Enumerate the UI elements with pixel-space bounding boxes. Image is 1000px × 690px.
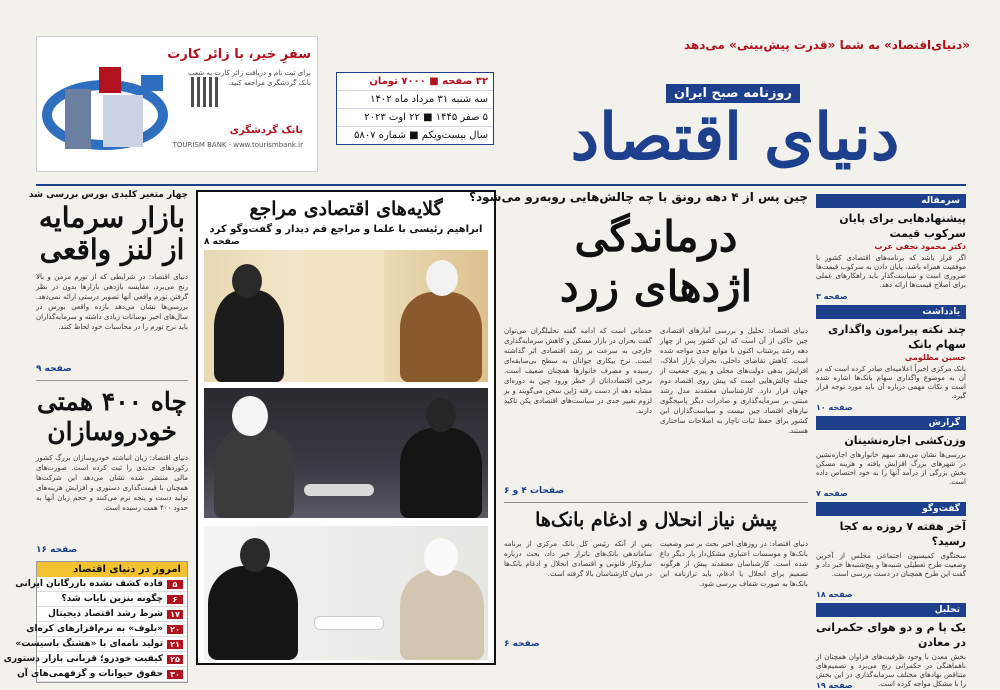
main-body-col-1: دنیای اقتصاد: تحلیل و بررسی آمارهای اقتصادی چین حاکی از آن است که این کشور پس از چهار دهه رشد پرشتاب اکنون با موانع جدی مواجه شده است. کاهش تقاضای داخلی، بحران بازار املاک، افزایش بدهی دولت‌های محلی و پیری جمعیت از جمله چالش‌هایی است که پیش روی اقتصاد دوم جهان قرار دارد. کارشناسان معتقدند مدل رشد مبتنی بر سرمایه‌گذاری و صادرات دیگر پاسخگوی نیازهای اقتصاد چین نیست و سیاست‌گذاران این کشور برای حفظ ثبات ناچار به اصلاحات ساختاری هستند. bbox=[660, 327, 808, 435]
curtain-background bbox=[304, 250, 384, 382]
main-story-body bbox=[504, 326, 808, 486]
today-item[interactable] bbox=[37, 607, 187, 622]
report-headline[interactable]: وزن‌کشی اجاره‌نشینان bbox=[844, 434, 966, 447]
editorial-headline[interactable]: پیشنهادهایی برای پایان سرکوب قیمت bbox=[839, 212, 966, 240]
meeting-photo-1 bbox=[204, 250, 488, 382]
photo-story-headline[interactable]: گلایه‌های اقتصادی مراجع bbox=[249, 198, 443, 220]
today-item-text: کیفیت خودرو؛ قربانی بازار دستوری bbox=[3, 654, 163, 664]
interview-body: سخنگوی کمیسیون اجتماعی مجلس از آخرین وضعیت طرح تعطیلی شنبه‌ها و پنج‌شنبه‌ها خبر داد و گفت این طرح همچنان در دست بررسی است. bbox=[816, 552, 966, 578]
date-lunar-gregorian: ۵ صفر ۱۴۴۵ ■ ۲۲ اوت ۲۰۲۳ bbox=[337, 109, 493, 127]
person-figure bbox=[214, 290, 284, 382]
ad-text: برای ثبت نام و دریافت زائر کارت به شعب بانک گردشگری مراجعه کنید. bbox=[188, 69, 311, 87]
today-item[interactable] bbox=[15, 577, 187, 592]
today-item[interactable] bbox=[37, 592, 187, 607]
today-title: امروز در دنیای اقتصاد bbox=[37, 562, 187, 577]
bank-body-col-2: پس از آنکه رئیس کل بانک مرکزی از برنامه ساماندهی بانک‌های ناتراز خبر داد، بحث درباره سازوکار قانونی و اقتصادی انحلال و ادغام بانک‌ها در میان کارشناسان بالا گرفته است. bbox=[504, 540, 652, 578]
meeting-photo-3 bbox=[204, 526, 488, 660]
bank-logo: بانک گردشگری bbox=[229, 125, 303, 136]
masthead bbox=[330, 32, 970, 177]
main-page-ref[interactable]: صفحات ۴ و ۶ bbox=[504, 486, 565, 496]
issue-info-box bbox=[336, 72, 494, 145]
masthead-divider bbox=[36, 184, 966, 186]
analysis-body: بخش معدن با وجود ظرفیت‌های فراوان همچنان از ناهماهنگی در حکمرانی رنج می‌برد و تصمیم‌های متناقض نهادهای مختلف سرمایه‌گذاری در این بخش را با مشکل مواجه کرده است. bbox=[816, 653, 966, 688]
note-author: حسین مظلومی bbox=[904, 353, 966, 362]
today-item[interactable] bbox=[26, 622, 187, 637]
person-figure bbox=[400, 292, 482, 382]
today-in-paper-box bbox=[3, 561, 188, 683]
analysis-page-ref[interactable]: صفحه ۱۹ bbox=[816, 681, 853, 690]
masthead-subtitle: روزنامه صبح ایران bbox=[666, 84, 800, 103]
interview-page-ref[interactable]: صفحه ۱۸ bbox=[816, 590, 853, 599]
note-headline[interactable]: چند نکته پیرامون واگذاری سهام بانک bbox=[828, 323, 966, 351]
left-kicker: چهار متغیر کلیدی بورس بررسی شد bbox=[28, 190, 188, 200]
slogan: «دنیای‌اقتصاد» به شما «قدرت پیش‌بینی» می‌دهد bbox=[683, 38, 970, 52]
today-item-text: فاده کشف نشده بازرگانان ایرانی bbox=[15, 579, 163, 589]
left-headline2-line1: چاه ۴۰۰ همتی bbox=[37, 387, 187, 416]
today-item-page: ۵ bbox=[167, 580, 183, 589]
left-headline-2[interactable] bbox=[36, 387, 188, 447]
left-headline-line1: بازار سرمایه bbox=[38, 201, 186, 234]
bank-advertisement[interactable] bbox=[36, 36, 318, 172]
bank-name-en: TOURISM BANK bbox=[172, 141, 227, 149]
person-head bbox=[426, 260, 458, 296]
bank-website: TOURISM BANK · www.tourismbank.ir bbox=[172, 141, 303, 149]
main-headline-line2: اژدهای زرد bbox=[559, 262, 753, 311]
section-label-interview: گفت‌وگو bbox=[816, 502, 966, 516]
left-column bbox=[3, 190, 188, 679]
interview-headline[interactable]: آخر هفته ۷ روزه به کجا رسید؟ bbox=[839, 520, 966, 548]
section-label-editorial: سرمقاله bbox=[816, 194, 966, 208]
editorial-author: دکتر محمود نجفی عرب bbox=[874, 242, 966, 251]
bank-story-body bbox=[504, 539, 808, 639]
section-label-analysis: تحلیل bbox=[816, 603, 966, 617]
ad-illustration-icon bbox=[43, 45, 173, 165]
today-item[interactable] bbox=[15, 637, 187, 652]
main-story-column bbox=[469, 190, 808, 665]
pages-price: ۳۲ صفحه ■ ۷۰۰۰ تومان bbox=[337, 73, 493, 91]
report-body: بررسی‌ها نشان می‌دهد سهم خانوارهای اجاره‌نشین در شهرهای بزرگ افزایش یافته و هزینه مسکن بخش بزرگی از درآمد آنها را به خود اختصاص داده است. bbox=[816, 451, 966, 486]
left-page-ref-2[interactable]: صفحه ۱۶ bbox=[36, 545, 78, 555]
today-item-page: ۲۱ bbox=[167, 640, 183, 649]
ad-headline: سفرِ خیر، با زائر کارت bbox=[167, 47, 311, 62]
photo-story-subhead: ابراهیم رئیسی با علما و مراجع قم دیدار و گفت‌وگو کرد bbox=[209, 224, 483, 235]
today-item-page: ۶ bbox=[167, 595, 183, 604]
today-item-text: تولید نامه‌ای با «هشتگ باسیست» bbox=[15, 639, 163, 649]
newspaper-logo: دنیای اقتصاد bbox=[570, 100, 900, 175]
table bbox=[314, 616, 384, 630]
table bbox=[304, 484, 374, 496]
today-item-text: «بلوف» به نرم‌افزارهای کره‌ای bbox=[26, 624, 163, 634]
issue-number: سال بیست‌ویکم ■ شماره ۵۸۰۷ bbox=[354, 130, 488, 141]
person-head bbox=[426, 398, 456, 432]
left-headline2-line2: خودروسازان bbox=[47, 417, 177, 446]
left-headline[interactable] bbox=[36, 202, 188, 266]
person-figure bbox=[400, 428, 482, 518]
left-headline-line2: از لنز واقعی bbox=[39, 233, 185, 266]
bank-story-headline[interactable]: پیش نیاز انحلال و ادغام بانک‌ها bbox=[535, 509, 777, 531]
photo-story-page-ref[interactable]: صفحه ۸ bbox=[204, 237, 240, 247]
left-page-ref[interactable]: صفحه ۹ bbox=[36, 364, 72, 374]
person-figure bbox=[400, 570, 484, 660]
main-headline-line1: درماندگی bbox=[574, 212, 738, 261]
section-label-report: گزارش bbox=[816, 416, 966, 430]
today-item-page: ۲۵ bbox=[167, 655, 183, 664]
person-head bbox=[240, 538, 270, 572]
person-figure bbox=[214, 428, 294, 518]
today-item-text: شرط رشد اقتصاد دیجیتال bbox=[48, 609, 163, 619]
bank-body-col-1: دنیای اقتصاد: در روزهای اخیر بحث بر سر وضعیت بانک‌ها و موسسات اعتباری مشکل‌دار بار دیگر داغ شده است. کارشناسان معتقدند پیش از هرگونه تصمیم برای انحلال یا ادغام، باید ترازنامه این بانک‌ها به صورت شفاف بررسی شود. bbox=[660, 540, 808, 588]
today-item-text: حقوق حیوانات و گزفهمی‌های آن bbox=[17, 669, 163, 679]
date-persian: سه شنبه ۳۱ مرداد ماه ۱۴۰۲ bbox=[337, 91, 493, 109]
today-item-page: ۲۰ bbox=[167, 625, 183, 634]
main-body-col-2: خدماتی است که ادامه گفته تحلیلگران می‌توان گفت بحران در بازار مسکن و کاهش سرمایه‌گذاری خارجی به سرعت بر رشد اقتصادی اثر گذاشته است. نرخ بیکاری جوانان به سطح بی‌سابقه‌ای رسیده و مصرف خانوارها همچنان ضعیف است. برخی اقتصاددانان از خطر ورود چین به دوره‌ای مشابه دهه از دست رفته ژاپن سخن می‌گویند و بر لزوم تغییر جدی در سیاست‌های اقتصادی پکن تاکید دارند. bbox=[504, 327, 652, 415]
note-page-ref[interactable]: صفحه ۱۰ bbox=[816, 403, 853, 412]
left-story-body-2: دنیای اقتصاد: زیان انباشته خودروسازان بزرگ کشور رکوردهای جدیدی را ثبت کرده است. صورت‌های مالی منتشر شده نشان می‌دهد این شرکت‌ها همچنان با قیمت‌گذاری دستوری و افزایش هزینه‌های تولید دست و پنجه نرم می‌کنند و حجم زیان آنها به حدود ۴۰۰ همت رسیده است. bbox=[36, 454, 188, 512]
note-body: بانک مرکزی اخیراً اعلامیه‌ای صادر کرده است که در آن به موضوع واگذاری سهام بانک‌ها اشاره شده است و نکات مهمی درباره آن باید مورد توجه قرار گیرد. bbox=[816, 365, 966, 400]
bank-url: www.tourismbank.ir bbox=[233, 141, 303, 149]
person-head bbox=[232, 396, 268, 436]
analysis-headline[interactable]: یک پا م و دو هوای حکمرانی در معادن bbox=[816, 621, 966, 649]
qr-code-icon bbox=[191, 77, 221, 107]
person-figure bbox=[208, 566, 298, 660]
report-page-ref[interactable]: صفحه ۷ bbox=[816, 489, 848, 498]
right-column bbox=[816, 190, 966, 690]
main-headline[interactable] bbox=[504, 212, 808, 312]
person-head bbox=[424, 538, 458, 576]
person-head bbox=[232, 264, 262, 298]
editorial-body: اگر قرار باشد که برنامه‌های اقتصادی کشور با موفقیت همراه باشد، پایان دادن به سرکوب قیمت‌ها ضروری است و سیاست‌گذار باید راهکارهای عملی برای اصلاح قیمت‌ها ارائه دهد. bbox=[816, 254, 966, 289]
editorial-page-ref[interactable]: صفحه ۳ bbox=[816, 292, 848, 301]
main-divider bbox=[504, 502, 808, 503]
main-kicker: چین پس از ۴ دهه رونق با چه چالش‌هایی روبه‌رو می‌شود؟ bbox=[469, 190, 808, 204]
today-item-page: ۱۷ bbox=[167, 610, 183, 619]
today-item[interactable] bbox=[3, 652, 187, 667]
left-divider bbox=[36, 380, 188, 381]
meeting-photo-2 bbox=[204, 388, 488, 518]
left-story-body: دنیای اقتصاد: در شرایطی که از تورم مزمن و بالا رنج می‌برد، مقایسه بازدهی بازارها بدون در نظر گرفتن تورم واقعی آنها تصویر درستی ارائه نمی‌دهد. بررسی‌ها نشان می‌دهد بازده واقعی بورس در سال‌های اخیر نوسانات زیادی داشته و سرمایه‌گذاران باید نرخ تورم را در محاسبات خود لحاظ کنند. bbox=[36, 273, 188, 331]
section-label-note: یادداشت bbox=[816, 305, 966, 319]
today-item[interactable] bbox=[17, 667, 187, 682]
today-item-page: ۳۰ bbox=[167, 670, 183, 679]
today-item-text: چگونه بنزین نایاب شد؟ bbox=[61, 594, 163, 604]
bank-page-ref[interactable]: صفحه ۶ bbox=[504, 639, 540, 649]
photo-story-box bbox=[196, 190, 496, 665]
